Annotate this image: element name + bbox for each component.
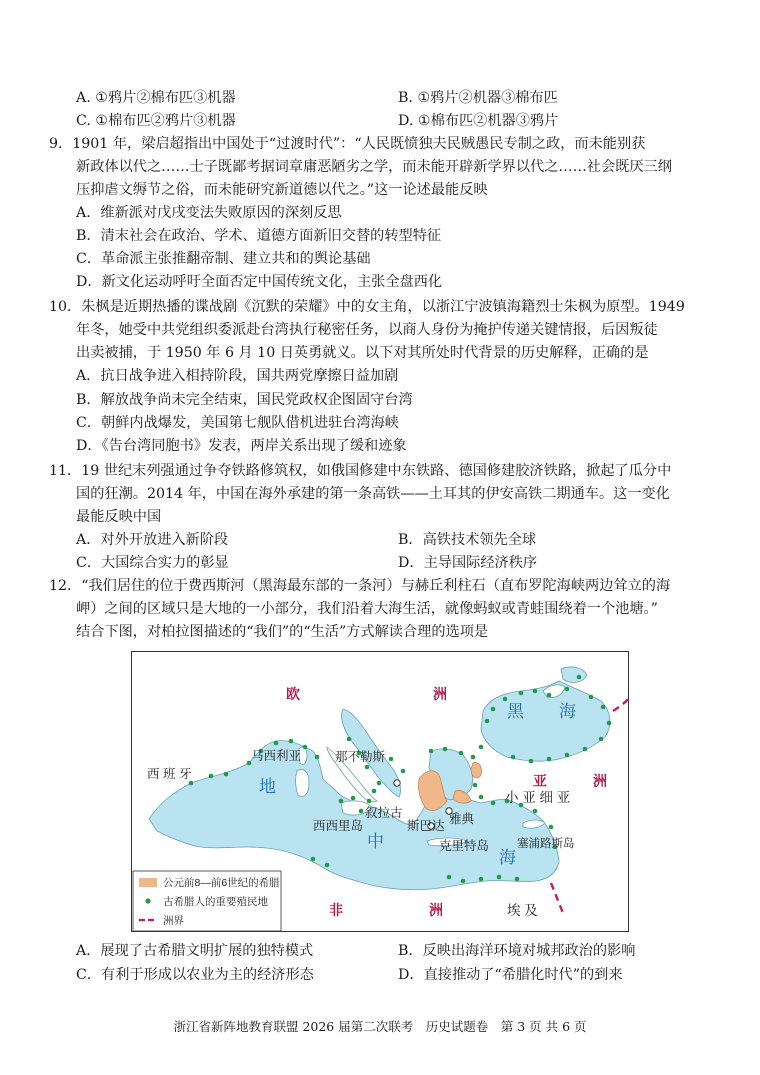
legend-greece-swatch: [139, 878, 157, 887]
q11-option-a: A．对外开放进入新阶段: [76, 532, 229, 548]
q10-option-b: B．解放战争尚未完全结束，国民党政权企图固守台湾: [76, 392, 413, 408]
sardinia-island: [296, 770, 309, 797]
q10-option-a: A．抗日战争进入相持阶段，国共两党摩擦日益加剧: [76, 368, 399, 384]
page-footer: 浙江省新阵地教育联盟 2026 届第二次联考 历史试题卷 第 3 页 共 6 页: [173, 1019, 587, 1034]
q8-option-c: C. ①棉布匹②鸦片③机器: [76, 113, 236, 129]
label-europe-2: 洲: [433, 686, 447, 702]
label-syracuse: 叙拉古: [365, 806, 403, 820]
q9-option-c: C．革命派主张推翻帝制、建立共和的舆论基础: [76, 251, 371, 267]
label-spain: 西 班 牙: [147, 767, 192, 781]
label-europe-1: 欧: [286, 686, 300, 702]
q9-option-b: B．清末社会在政治、学术、道德方面新旧交替的转型特征: [76, 228, 442, 244]
q8-option-b: B. ①鸦片②机器③棉布匹: [398, 90, 558, 106]
label-athens: 雅典: [449, 812, 475, 826]
label-black-2: 海: [559, 702, 576, 721]
label-asia-2: 洲: [593, 773, 607, 789]
label-naples: 那不勒斯: [335, 750, 386, 764]
label-sparta: 斯巴达: [407, 819, 445, 833]
label-black-1: 黑: [507, 702, 524, 721]
q10-option-c: C．朝鲜内战爆发，美国第七舰队借机进驻台湾海峡: [76, 415, 399, 431]
q9-option-a: A．维新派对戊戌变法失败原因的深刻反思: [76, 205, 342, 221]
label-asia-minor: 小 亚 细 亚: [505, 790, 571, 805]
q12-stem-line-3: 结合下图，对柏拉图描述的“我们”的“生活”方式解读合理的选项是: [76, 624, 489, 640]
q8-option-a: A. ①鸦片②棉布匹③机器: [76, 90, 236, 106]
q11-option-d: D．主导国际经济秩序: [398, 555, 538, 571]
q9-stem-line-1: 9．1901 年，梁启超指出中国处于“过渡时代”：“人民既愤独夫民贼愚民专制之政，而未能别获: [49, 136, 646, 152]
label-asia-1: 亚: [533, 773, 547, 789]
q9-stem-line-2: 新政体以代之……士子既鄙考据词章庸恶陋劣之学，而未能开辟新学界以代之……社会既厌三纲: [76, 159, 672, 175]
q12-stem-line-2: 岬）之间的区域只是大地的一小部分，我们沿着大海生活，就像蚂蚁或青蛙围绕着一个池塘。”: [76, 601, 658, 617]
q10-stem-line-1: 10．朱枫是近期热播的谍战剧《沉默的荣耀》中的女主角，以浙江宁波镇海籍烈士朱枫为原型。1949: [49, 299, 685, 315]
q11-stem-line-1: 11．19 世纪末列强通过争夺铁路修筑权，如俄国修建中东铁路、德国修建胶济铁路，掀起了瓜分中: [49, 463, 672, 479]
greece-asia-minor-coast: [471, 763, 482, 778]
label-egypt: 埃 及: [507, 903, 538, 918]
map-legend: [133, 871, 281, 931]
q8-option-d: D. ①棉布匹②机器③鸦片: [398, 113, 559, 129]
q12-option-d: D．直接推动了“希腊化时代”的到来: [398, 967, 623, 983]
legend-boundary-label: 洲界: [163, 915, 184, 927]
q10-option-d: D．《告台湾同胞书》发表，两岸关系出现了缓和迹象: [76, 438, 407, 454]
q12-stem-line-1: 12．“我们居住的位于费西斯河（黑海最东部的一条河）与赫丘利柱石（直布罗陀海峡两边耸立的海: [49, 578, 671, 594]
mediterranean-colonies-map: [131, 651, 629, 932]
label-di: 地: [259, 777, 276, 796]
q9-stem-line-3: 压抑虐文缛节之俗，而未能研究新道德以代之。”这一论述最能反映: [76, 182, 488, 198]
legend-colony-dot: [145, 898, 150, 903]
q11-option-b: B．高铁技术领先全球: [398, 532, 537, 548]
label-africa-1: 非: [329, 902, 343, 918]
q11-option-c: C．大国综合实力的彰显: [76, 555, 229, 571]
q11-stem-line-3: 最能反映中国: [76, 509, 162, 525]
q12-option-a: A．展现了古希腊文明扩展的独特模式: [76, 943, 314, 959]
label-crete: 克里特岛: [439, 839, 490, 853]
label-marseille: 马西利亚: [251, 749, 302, 763]
q10-stem-line-3: 出卖被捕，于 1950 年 6 月 10 日英勇就义。以下对其所处时代背景的历史解释，正确的是: [76, 345, 649, 361]
q9-option-d: D．新文化运动呼吁全面否定中国传统文化，主张全盘西化: [76, 274, 443, 290]
q10-stem-line-2: 年冬，她受中共党组织委派赴台湾执行秘密任务，以商人身份为掩护传递关键情报，后因叛徒: [76, 322, 658, 338]
label-cyprus: 塞浦路斯岛: [517, 838, 575, 850]
q12-option-c: C．有利于形成以农业为主的经济形态: [76, 967, 314, 983]
legend-greece-label: 公元前8—前6世纪的希腊: [163, 877, 280, 889]
label-sicily: 西西里岛: [313, 819, 364, 833]
label-zhong: 中: [367, 832, 384, 851]
sparta-marker: [394, 780, 400, 786]
q12-option-b: B．反映出海洋环境对城邦政治的影响: [398, 943, 636, 959]
legend-colony-label: 古希腊人的重要殖民地: [163, 896, 268, 908]
label-africa-2: 洲: [429, 902, 443, 918]
q11-stem-line-2: 国的狂潮。2014 年，中国在海外承建的第一条高铁——土耳其的伊安高铁二期通车。这一变化: [76, 486, 670, 502]
label-hai-med: 海: [499, 848, 516, 867]
